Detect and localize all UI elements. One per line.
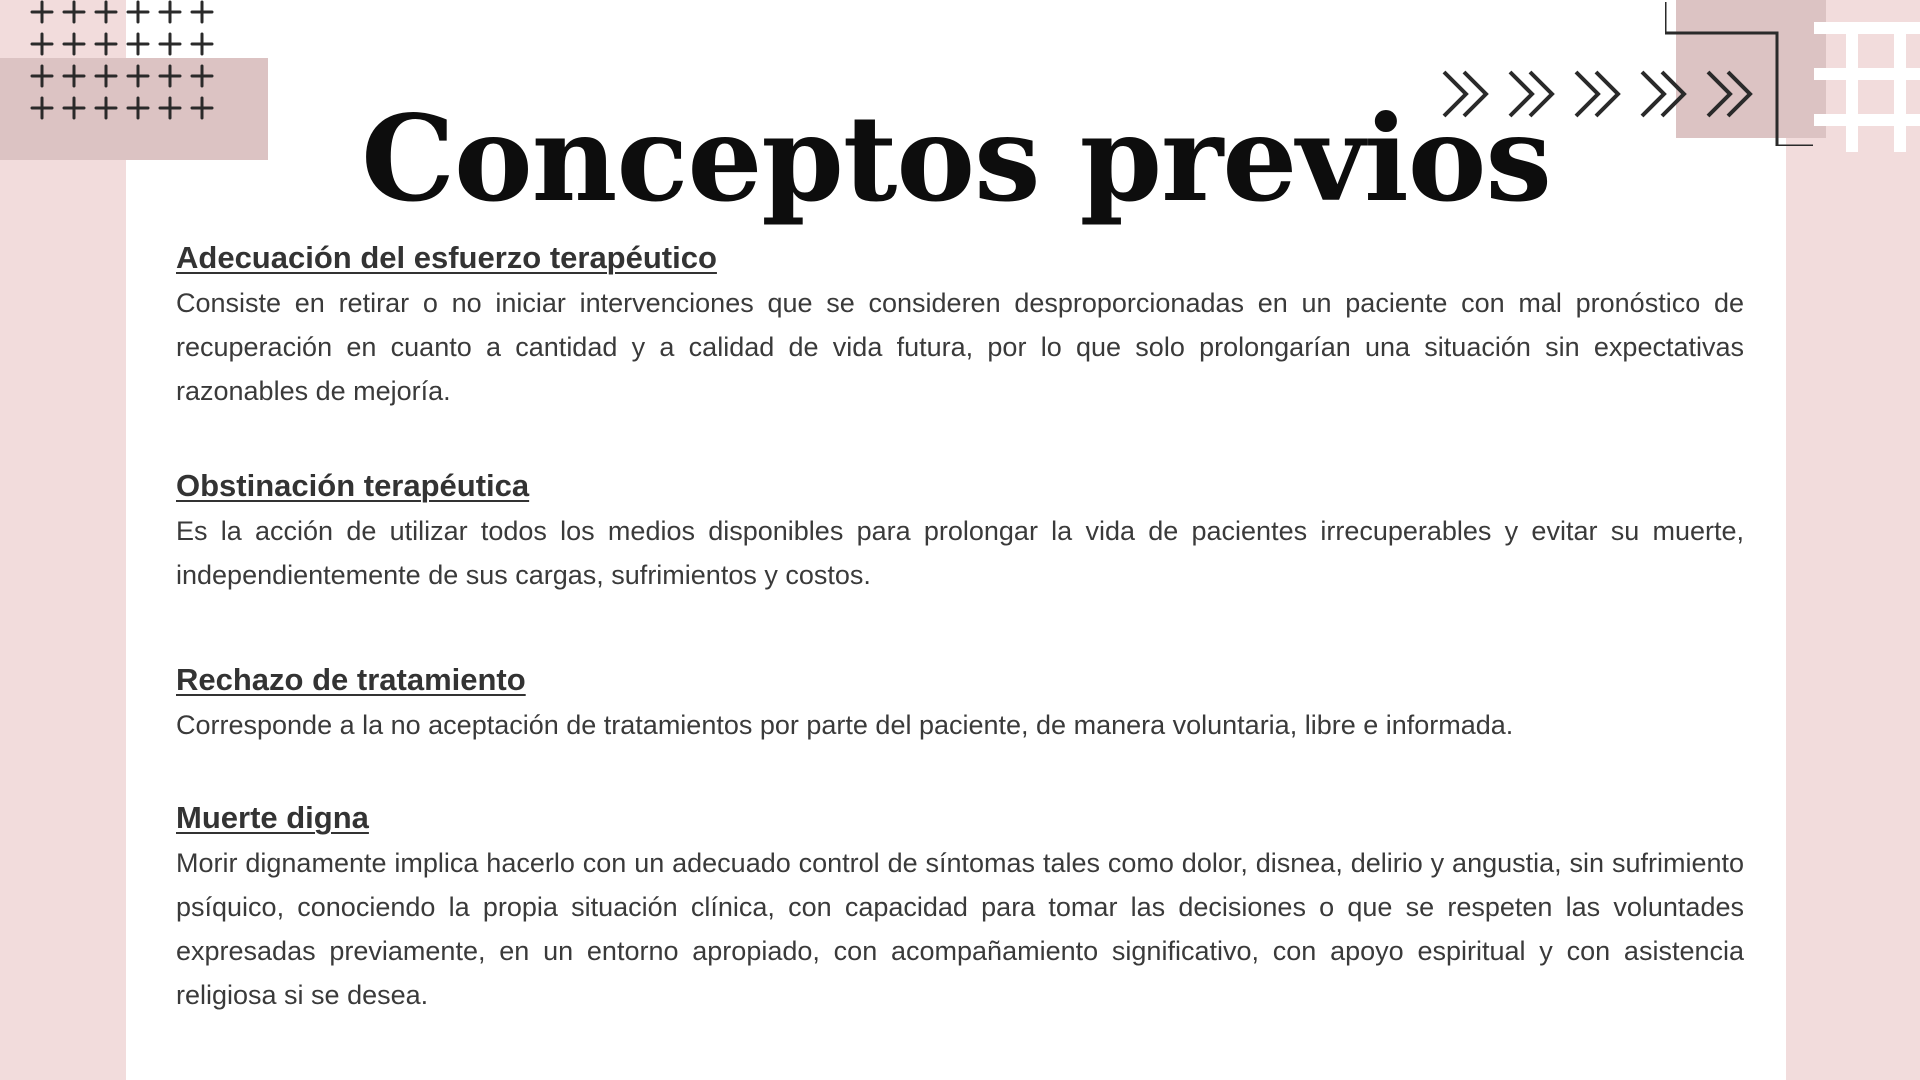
- slide-title: Conceptos previos: [361, 89, 1551, 228]
- section-heading: Adecuación del esfuerzo terapéutico: [176, 240, 717, 275]
- section-text: Corresponde a la no aceptación de tratamientos por parte del paciente, de manera voluntaria, libre e informada.: [176, 710, 1514, 740]
- section-heading: Obstinación terapéutica: [176, 468, 530, 503]
- section-heading: Rechazo de tratamiento: [176, 662, 526, 697]
- hash-pattern-icon: [1800, 22, 1920, 152]
- section-adecuacion: [176, 235, 1744, 413]
- section-muerte-digna: [176, 795, 1744, 1017]
- section-text: Morir dignamente implica hacerlo con un adecuado control de síntomas tales como dolor, disnea, delirio y angustia, sin sufrimiento psíquico, conociendo la propia situación clínica, con capacidad para tomar las decisiones o que se respeten las voluntades expresadas previamente, en un entorno apropiado, con acompañamiento significativo, con apoyo espiritual y con asistencia religiosa si se desea.: [176, 848, 1744, 1010]
- section-rechazo: [176, 657, 1744, 747]
- section-text: Es la acción de utilizar todos los medios disponibles para prolongar la vida de pacientes irrecuperables y evitar su muerte, independientemente de sus cargas, sufrimientos y costos.: [176, 516, 1744, 590]
- section-text: Consiste en retirar o no iniciar intervenciones que se consideren desproporcionadas en un paciente con mal pronóstico de recuperación en cuanto a cantidad y a calidad de vida futura, por lo que solo prolongarían una situación sin expectativas razonables de mejoría.: [176, 288, 1744, 406]
- section-heading: Muerte digna: [176, 800, 369, 835]
- section-obstinacion: [176, 463, 1744, 597]
- content-area: [176, 235, 1744, 1017]
